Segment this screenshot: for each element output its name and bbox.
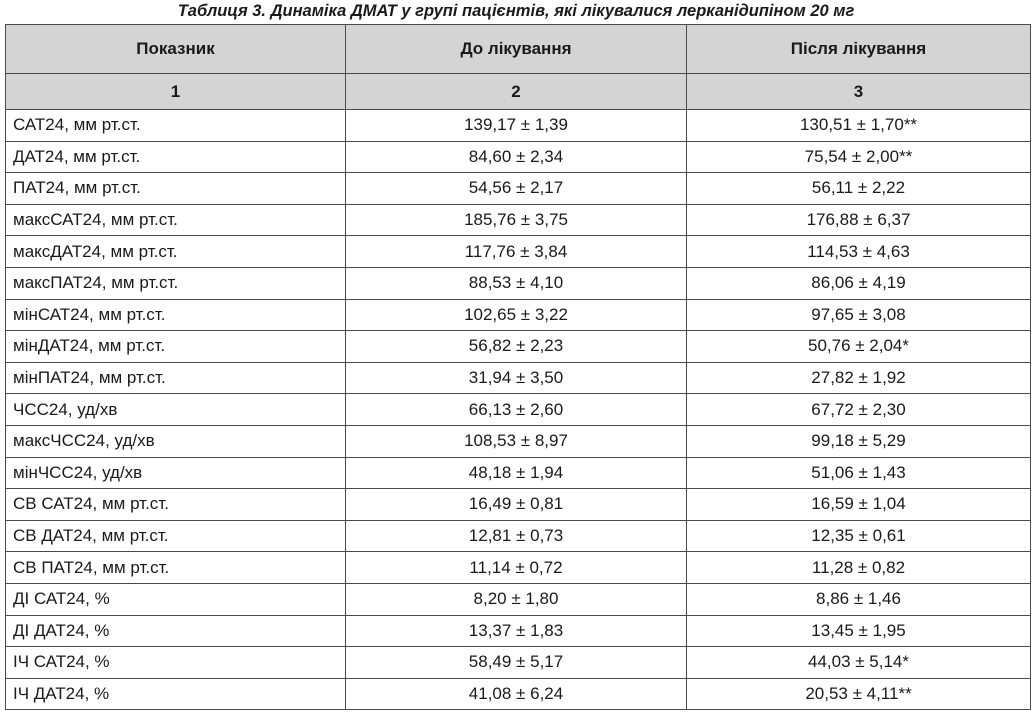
table-row bbox=[6, 204, 1031, 236]
row-label: САТ24, мм рт.ст. bbox=[6, 110, 346, 142]
table-row bbox=[6, 425, 1031, 457]
value-before: 56,82 ± 2,23 bbox=[346, 331, 687, 363]
value-before: 58,49 ± 5,17 bbox=[346, 647, 687, 679]
value-after: 130,51 ± 1,70** bbox=[687, 110, 1031, 142]
value-after: 99,18 ± 5,29 bbox=[687, 425, 1031, 457]
table-row bbox=[6, 678, 1031, 710]
row-label: ЧСС24, уд/хв bbox=[6, 394, 346, 426]
header-after-treatment: Після лікування bbox=[687, 25, 1031, 74]
value-after: 50,76 ± 2,04* bbox=[687, 331, 1031, 363]
row-label: мінПАТ24, мм рт.ст. bbox=[6, 362, 346, 394]
value-before: 117,76 ± 3,84 bbox=[346, 236, 687, 268]
value-after: 67,72 ± 2,30 bbox=[687, 394, 1031, 426]
value-before: 31,94 ± 3,50 bbox=[346, 362, 687, 394]
value-after: 56,11 ± 2,22 bbox=[687, 173, 1031, 205]
value-before: 185,76 ± 3,75 bbox=[346, 204, 687, 236]
table-row bbox=[6, 583, 1031, 615]
value-before: 66,13 ± 2,60 bbox=[346, 394, 687, 426]
value-after: 8,86 ± 1,46 bbox=[687, 583, 1031, 615]
header-indicator: Показник bbox=[6, 25, 346, 74]
row-label: мінЧСС24, уд/хв bbox=[6, 457, 346, 489]
value-before: 88,53 ± 4,10 bbox=[346, 267, 687, 299]
value-before: 16,49 ± 0,81 bbox=[346, 489, 687, 521]
row-label: ДІ САТ24, % bbox=[6, 583, 346, 615]
table-row bbox=[6, 552, 1031, 584]
value-after: 11,28 ± 0,82 bbox=[687, 552, 1031, 584]
column-number-2: 2 bbox=[346, 74, 687, 110]
table-row bbox=[6, 173, 1031, 205]
value-before: 12,81 ± 0,73 bbox=[346, 520, 687, 552]
table-row bbox=[6, 362, 1031, 394]
value-before: 54,56 ± 2,17 bbox=[346, 173, 687, 205]
table-row bbox=[6, 647, 1031, 679]
value-before: 11,14 ± 0,72 bbox=[346, 552, 687, 584]
value-after: 114,53 ± 4,63 bbox=[687, 236, 1031, 268]
value-before: 108,53 ± 8,97 bbox=[346, 425, 687, 457]
row-label: СВ САТ24, мм рт.ст. bbox=[6, 489, 346, 521]
value-after: 27,82 ± 1,92 bbox=[687, 362, 1031, 394]
row-label: максПАТ24, мм рт.ст. bbox=[6, 267, 346, 299]
value-before: 41,08 ± 6,24 bbox=[346, 678, 687, 710]
row-label: ДАТ24, мм рт.ст. bbox=[6, 141, 346, 173]
column-number-1: 1 bbox=[6, 74, 346, 110]
value-after: 44,03 ± 5,14* bbox=[687, 647, 1031, 679]
table-row bbox=[6, 520, 1031, 552]
value-before: 8,20 ± 1,80 bbox=[346, 583, 687, 615]
table-row bbox=[6, 394, 1031, 426]
row-label: мінСАТ24, мм рт.ст. bbox=[6, 299, 346, 331]
table-row bbox=[6, 110, 1031, 142]
value-after: 86,06 ± 4,19 bbox=[687, 267, 1031, 299]
value-after: 13,45 ± 1,95 bbox=[687, 615, 1031, 647]
header-before-treatment: До лікування bbox=[346, 25, 687, 74]
table-row bbox=[6, 236, 1031, 268]
row-label: мінДАТ24, мм рт.ст. bbox=[6, 331, 346, 363]
row-label: максЧСС24, уд/хв bbox=[6, 425, 346, 457]
row-label: ДІ ДАТ24, % bbox=[6, 615, 346, 647]
table-row bbox=[6, 489, 1031, 521]
header-row bbox=[6, 25, 1031, 74]
row-label: ІЧ ДАТ24, % bbox=[6, 678, 346, 710]
data-table bbox=[5, 24, 1031, 710]
table-body bbox=[6, 110, 1031, 710]
table-head bbox=[6, 25, 1031, 110]
table-caption: Таблиця 3. Динаміка ДМАТ у групі пацієнтів, які лікувалися лерканідипіном 20 мг bbox=[177, 2, 855, 20]
table-row bbox=[6, 299, 1031, 331]
row-label: максДАТ24, мм рт.ст. bbox=[6, 236, 346, 268]
value-before: 13,37 ± 1,83 bbox=[346, 615, 687, 647]
value-after: 16,59 ± 1,04 bbox=[687, 489, 1031, 521]
table-row bbox=[6, 331, 1031, 363]
value-before: 102,65 ± 3,22 bbox=[346, 299, 687, 331]
row-label: ПАТ24, мм рт.ст. bbox=[6, 173, 346, 205]
value-after: 51,06 ± 1,43 bbox=[687, 457, 1031, 489]
value-after: 12,35 ± 0,61 bbox=[687, 520, 1031, 552]
value-before: 48,18 ± 1,94 bbox=[346, 457, 687, 489]
column-number-3: 3 bbox=[687, 74, 1031, 110]
value-before: 139,17 ± 1,39 bbox=[346, 110, 687, 142]
value-after: 75,54 ± 2,00** bbox=[687, 141, 1031, 173]
column-number-row bbox=[6, 74, 1031, 110]
value-before: 84,60 ± 2,34 bbox=[346, 141, 687, 173]
value-after: 20,53 ± 4,11** bbox=[687, 678, 1031, 710]
value-after: 97,65 ± 3,08 bbox=[687, 299, 1031, 331]
value-after: 176,88 ± 6,37 bbox=[687, 204, 1031, 236]
table-row bbox=[6, 457, 1031, 489]
row-label: максСАТ24, мм рт.ст. bbox=[6, 204, 346, 236]
row-label: СВ ДАТ24, мм рт.ст. bbox=[6, 520, 346, 552]
table-row bbox=[6, 615, 1031, 647]
table-row bbox=[6, 141, 1031, 173]
row-label: ІЧ САТ24, % bbox=[6, 647, 346, 679]
table-row bbox=[6, 267, 1031, 299]
row-label: СВ ПАТ24, мм рт.ст. bbox=[6, 552, 346, 584]
